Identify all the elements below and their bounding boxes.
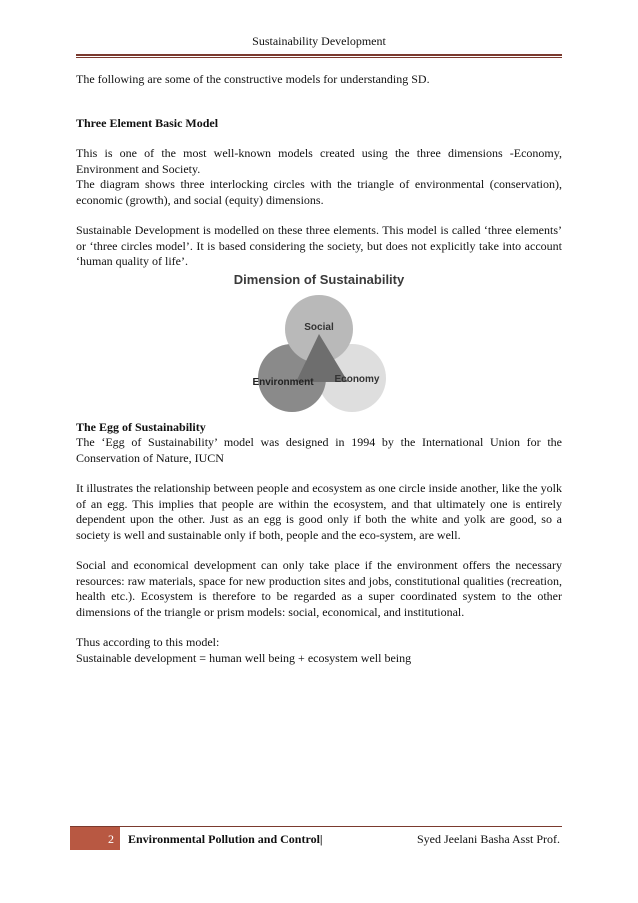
page-number-badge xyxy=(70,827,120,850)
page-footer xyxy=(70,826,562,850)
three-circles-diagram xyxy=(239,286,399,418)
page-content xyxy=(76,72,562,666)
egg-paragraph-4a: Thus according to this model: xyxy=(76,635,220,649)
egg-heading: The Egg of Sustainability xyxy=(76,419,206,434)
header-rule xyxy=(76,54,562,56)
three-element-heading: Three Element Basic Model xyxy=(76,115,219,130)
figure-title: Dimension of Sustainability xyxy=(233,271,405,287)
header-rule-thin xyxy=(76,57,562,58)
environment-label: Environment xyxy=(252,376,314,388)
footer-author: Syed Jeelani Basha Asst Prof. xyxy=(417,832,560,846)
egg-paragraph-1: The ‘Egg of Sustainability’ model was designed in 1994 by the International Union for the Conservation of Nature, IUCN xyxy=(76,435,562,465)
egg-paragraph-2: It illustrates the relationship between people and ecosystem as one circle inside another, like the yolk of an egg. This implies that people are within the ecosystem, and that ultimately one is entirely dependent upon the other. Just as an egg is good only if both the white and yolk are good, so a society is well and sustainable only if both, people and the eco-system, are well. xyxy=(76,481,562,542)
social-label: Social xyxy=(304,321,334,333)
page-header-title: Sustainability Development xyxy=(252,34,386,48)
three-element-paragraph-2: Sustainable Development is modelled on these three elements. This model is called ‘three elements’ or ‘three circles model’. It is based considering the society, but does not explicitly take into account ‘human quality of life’. xyxy=(76,223,562,268)
egg-paragraph-3: Social and economical development can only take place if the environment offers the necessary resources: raw materials, space for new production sites and jobs, constitutional qualities (recreation, health etc.). Ecosystem is therefore to be regarded as a super coordinated system to the other dimensions of the triangle or prism models: social, economical, and institutional. xyxy=(76,558,562,619)
page-number: 2 xyxy=(108,832,114,846)
economy-label: Economy xyxy=(334,373,380,385)
three-element-paragraph-1b: The diagram shows three interlocking circles with the triangle of environmental (conservation), economic (growth), and social (equity) dimensions. xyxy=(76,177,562,207)
footer-title: Environmental Pollution and Control| xyxy=(128,832,323,846)
footer-rule xyxy=(70,826,562,827)
egg-paragraph-4b: Sustainable development = human well being + ecosystem well being xyxy=(76,650,412,665)
three-element-paragraph-1a: This is one of the most well-known models created using the three dimensions -Economy, Environment and Society. xyxy=(76,146,562,176)
intro-paragraph: The following are some of the constructive models for understanding SD. xyxy=(76,72,430,86)
dimension-of-sustainability-figure xyxy=(76,270,562,420)
